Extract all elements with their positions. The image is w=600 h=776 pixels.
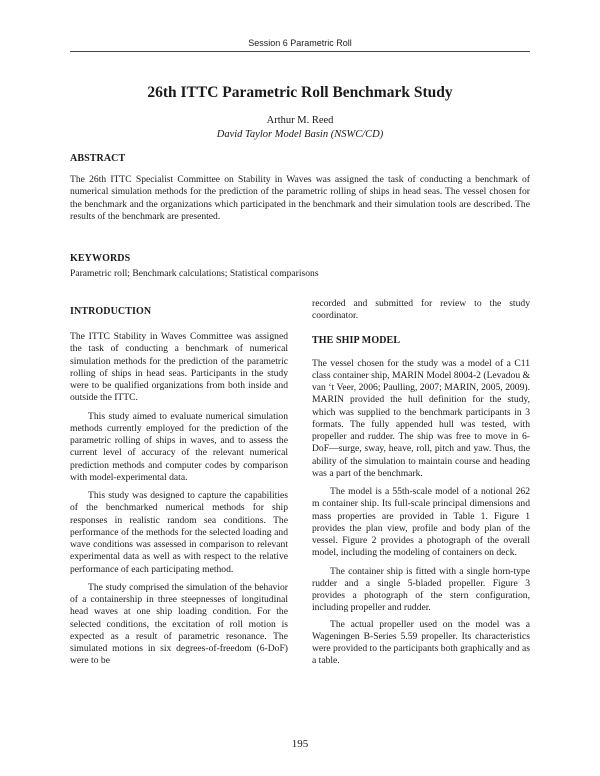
keywords-heading: KEYWORDS [70,253,131,264]
ship-model-heading: THE SHIP MODEL [312,334,401,346]
right-column [312,294,530,668]
intro-continuation: recorded and submitted for review to the study coordinator. [312,298,530,322]
abstract-heading: ABSTRACT [70,153,126,164]
page-number: 195 [291,738,309,750]
keywords-text: Parametric roll; Benchmark calculations; Statistical comparisons [70,268,319,279]
left-column [70,294,288,668]
abstract-text: The 26th ITTC Specialist Committee on Stability in Waves was assigned the task of conducting a benchmark of numerical simulation methods for the prediction of the parametric rolling of ships in head seas. The vessel chosen for the benchmark and the organizations which participated in the benchmark and their simulation tools are described. The results of the benchmark are presented. [70,174,530,222]
ship-model-paragraph: The vessel chosen for the study was a model of a C11 class container ship, MARIN Model 8004-2 (Levadou & van ‘t Veer, 2006; Paulling, 2007; MARIN, 2005, 2009). MARIN provided the hull definition for the study, which was supplied to the benchmark participants in 3 formats. The fully appended hull was tested, with propeller and rudder. The ship was free to move in 6-DoF—surge, sway, heave, roll, pitch and yaw. Thus, the ability of the simulation to maintain course and heading was a part of the benchmark. [312,357,530,479]
ship-model-paragraph: The container ship is fitted with a single horn-type rudder and a single 5-bladed propeller. Figure 3 provides a photograph of the stern configuration, including propeller and rudder. [312,565,530,614]
ship-model-paragraph: The model is a 55th-scale model of a notional 262 m container ship. Its full-scale principal dimensions and mass properties are provided in Table 1. Figure 1 provides the plan view, profile and body plan of the vessel. Figure 2 provides a photograph of the overall model, including the modeling of containers on deck. [312,486,530,559]
introduction-heading: INTRODUCTION [70,306,152,317]
intro-paragraph: The study comprised the simulation of the behavior of a containership in three steepnesses of longitudinal head waves at one ship loading condition. For the selected conditions, the excitation of roll motion is expected as a result of parametric resonance. The simulated motions in six degrees-of-freedom (6-DoF) were to be [70,581,288,667]
intro-paragraph: This study aimed to evaluate numerical simulation methods currently employed for the prediction of the parametric rolling of ships in waves, and to assess the current level of accuracy of the relevant numerical prediction methods and computer codes by comparison with model-experimental data. [70,410,288,483]
intro-paragraph: The ITTC Stability in Waves Committee was assigned the task of conducting a benchmark of numerical simulation methods for the prediction of the parametric rolling of ships in head seas. Participants in the study were to be qualified organizations from both inside and outside the ITTC. [70,331,288,404]
ship-model-paragraph: The actual propeller used on the model was a Wageningen B-Series 5.59 propeller. Its characteristics were provided to the participants both graphically and as a table. [312,618,530,667]
header-rule [70,51,530,52]
author-affiliation: David Taylor Model Basin (NSWC/CD) [216,129,384,140]
intro-paragraph: This study was designed to capture the capabilities of the benchmarked numerical methods for ship responses in realistic random sea conditions. The performance of the methods for the selected loading and wave conditions was assessed in comparison to relevant experimental data as well as with respect to the relative performance of each participating method. [70,490,288,575]
paper-title: 26th ITTC Parametric Roll Benchmark Study [147,84,453,101]
running-head: Session 6 Parametric Roll [248,38,352,48]
author-name: Arthur M. Reed [266,115,334,126]
